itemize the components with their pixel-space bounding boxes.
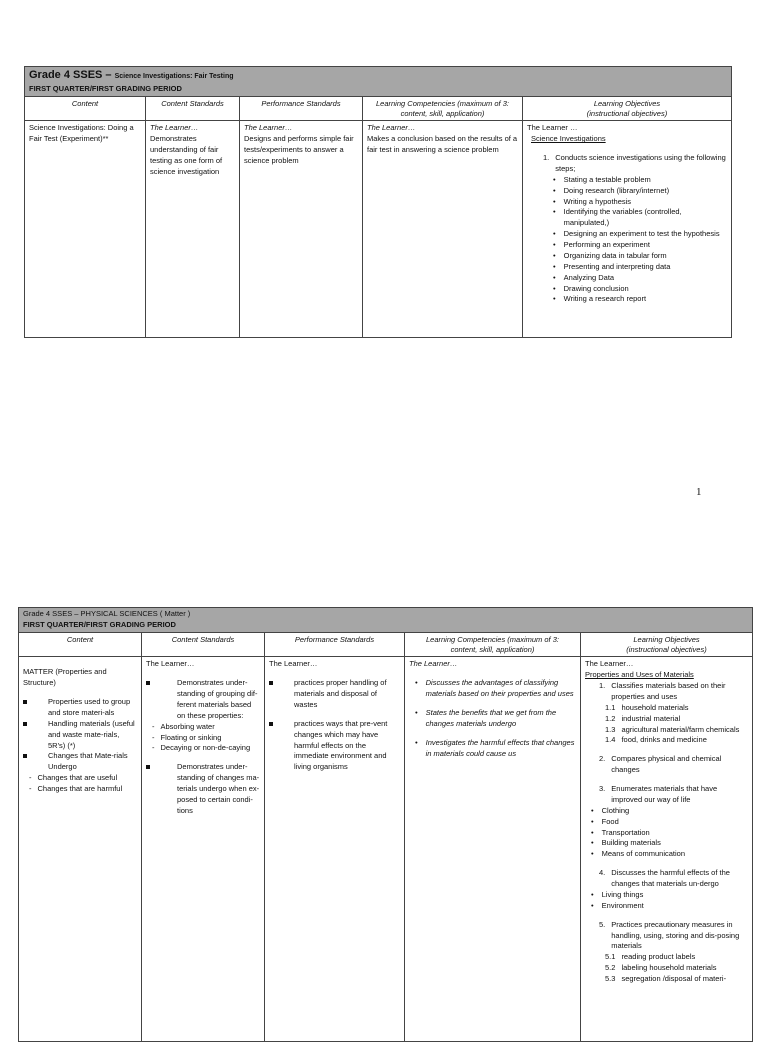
objective-item: 4. Discusses the harmful effects of the changes that materials un-dergo — [599, 868, 730, 888]
list-item: • Organizing data in tabular form — [553, 250, 667, 260]
list-item: 1.4 food, drinks and medicine — [605, 735, 707, 745]
list-item: Demonstrates under-standing of grouping dif-ferent materials based on these properties: — [146, 678, 260, 722]
header-performance-standards: Performance Standards — [240, 96, 363, 121]
content-heading: MATTER (Properties and Structure) — [23, 667, 107, 688]
list-item: • Designing an experiment to test the hypothesis — [553, 229, 720, 239]
table-title-bar — [19, 608, 753, 633]
list-item: • Environment — [591, 900, 644, 910]
header-content: Content — [25, 96, 146, 121]
list-item: Demonstrates under-standing of changes ma-terials undergo when ex-posed to certain condi-tions — [146, 762, 260, 816]
header-content-standards: Content Standards — [142, 632, 265, 657]
list-item: 1.3 agricultural material/farm chemicals — [605, 724, 740, 734]
list-item: • States the benefits that we get from the changes materials undergo — [415, 707, 557, 728]
list-item: Properties used to group and store materi-als — [23, 697, 137, 719]
header-learning-objectives: Learning Objectives (instructional objectives) — [581, 632, 753, 657]
list-item: • Writing a hypothesis — [553, 196, 632, 206]
steps-list — [527, 175, 727, 306]
objective-sublist — [585, 703, 748, 747]
physical-sciences-table — [18, 607, 753, 1042]
list-item: practices ways that pre-vent changes which may have harmful effects on the immediate environment and living organisms — [269, 719, 400, 773]
column-header-row — [19, 632, 753, 657]
list-item: • Presenting and interpreting data — [553, 261, 671, 271]
list-item: • Stating a testable problem — [553, 174, 651, 184]
objective-item: 2. Compares physical and chemical changes — [599, 754, 722, 775]
list-item: • Writing a research report — [553, 294, 647, 304]
list-item: • Discusses the advantages of classifying materials based on their properties and uses — [415, 678, 574, 698]
list-item: • Analyzing Data — [553, 272, 615, 282]
table-title-bar: Grade 4 SSES – Science Investigations: Fair Testing FIRST QUARTER/FIRST GRADING PERIOD — [25, 67, 732, 97]
objectives-cell: The Learner … Science Investigations 1. Conducts science investigations using the following steps; • Stating a testable problem • Doing research (library/internet) • Writing a hypothesis • Identifying the variables (controlled, manipulated,) • Designing an experiment to test the hypothesis • Performing an experiment • Organizing data in tabular form • Presenting and interpreting data • Analyzing Data • Drawing conclusion • Writing a research report — [523, 121, 732, 338]
list-subitem: - Decaying or non-de-caying — [152, 743, 251, 753]
objective-item: 3. Enumerates materials that have improved our way of life — [599, 784, 718, 804]
list-item: 1.1 household materials — [605, 702, 689, 712]
content-cell — [19, 657, 142, 1042]
objective-sublist — [585, 890, 748, 912]
objectives-heading: Properties and Uses of Materials — [585, 670, 694, 680]
list-item: practices proper handling of materials and disposal of wastes — [269, 678, 400, 711]
list-subitem: - Floating or sinking — [152, 732, 222, 742]
list-item: • Food — [591, 816, 619, 826]
header-performance-standards: Performance Standards — [265, 632, 405, 657]
list-item: Changes that Mate-rials Undergo — [23, 751, 137, 773]
list-subitem: - Changes that are useful — [29, 773, 118, 783]
objective-item: 1. Conducts science investigations using the following steps; — [543, 153, 726, 173]
table-row — [19, 657, 753, 1042]
list-item: • Identifying the variables (controlled, manipulated,) — [553, 207, 682, 228]
list-subitem: - Changes that are harmful — [29, 784, 123, 793]
list-item: • Clothing — [591, 805, 630, 815]
list-item: • Drawing conclusion — [553, 283, 629, 293]
list-item: 1.2 industrial material — [605, 713, 681, 723]
table-title: Grade 4 SSES – PHYSICAL SCIENCES ( Matter ) — [23, 609, 191, 618]
list-item: • Performing an experiment — [553, 240, 650, 250]
header-learning-competencies: Learning Competencies (maximum of 3: content, skill, application) — [405, 632, 581, 657]
competency-cell: The Learner… • Discusses the advantages of classifying materials based on their properties and uses • States the benefits that we get from the changes materials undergo • Investigates the harmful effects that changes in materials could cause us — [405, 657, 581, 1042]
objective-sublist — [585, 952, 748, 985]
competency-cell: The Learner… Makes a conclusion based on the results of a fair test in answering a science problem — [363, 121, 523, 338]
table-row — [25, 121, 732, 338]
header-content: Content — [19, 632, 142, 657]
list-subitem: - Absorbing water — [152, 721, 215, 731]
table-title-topic: Science Investigations: Fair Testing — [114, 73, 234, 80]
list-item: • Living things — [591, 889, 644, 899]
list-item: • Means of communication — [591, 849, 686, 859]
header-content-standards: Content Standards — [146, 96, 240, 121]
fair-testing-table — [24, 66, 732, 338]
performance-cell: The Learner… practices proper handling of materials and disposal of wastes practices ways that pre-vent changes which may have harmful effects on the immediate environment and living organisms — [265, 657, 405, 1042]
page-number: 1 — [696, 486, 702, 498]
list-item: 5.1 reading product labels — [605, 952, 696, 962]
list-item: 5.2 labeling household materials — [605, 963, 717, 973]
header-learning-competencies: Learning Competencies (maximum of 3: content, skill, application) — [363, 96, 523, 121]
list-item: • Investigates the harmful effects that changes in materials could cause us — [415, 737, 575, 758]
objectives-cell: The Learner… Properties and Uses of Materials 1. Classifies materials based on their properties and uses 1.1 household materials 1.2 industrial material 1.3 agricultural material/farm chemicals 1.4 food, drinks and medicine 2. Compares physical and chemical changes 3. Enumerates materials that have improved our way of life • Clothing • Food • Transportation • Building materials • Means of communication 4. Discusses the harmful effects of the changes that materials un-dergo • Living things • Environment 5. Practices precautionary measures in handling, using, storing and dis-posing materials 5.1 reading product labels 5.2 labeling household materials 5.3 segregation /disposal of materi- — [581, 657, 753, 1042]
list-item: Handling materials (useful and waste mate-rials, 5R's) (*) — [23, 719, 137, 752]
objectives-heading: Science Investigations — [531, 134, 606, 144]
standards-cell: The Learner… Demonstrates understanding of fair testing as one form of science investigation — [146, 121, 240, 338]
header-learning-objectives: Learning Objectives (instructional objectives) — [523, 96, 732, 121]
list-item: 5.3 segregation /disposal of materi- — [605, 974, 727, 983]
standards-cell: The Learner… Demonstrates under-standing of grouping dif-ferent materials based on these properties: - Absorbing water - Floating or sinking - Decaying or non-de-caying Demonstrates under-standing of changes ma-terials undergo when ex-posed to certain condi-tions — [142, 657, 265, 1042]
table-title-grade: Grade 4 SSES — [29, 69, 103, 81]
grading-period: FIRST QUARTER/FIRST GRADING PERIOD — [29, 83, 182, 93]
objective-item: 1. Classifies materials based on their properties and uses — [599, 681, 726, 701]
performance-cell: The Learner… Designs and performs simple fair tests/experiments to answer a science problem — [240, 121, 363, 338]
objective-item: 5. Practices precautionary measures in handling, using, storing and dis-posing materials — [599, 919, 740, 951]
content-cell: Science Investigations: Doing a Fair Test (Experiment)** — [25, 121, 146, 338]
grading-period: FIRST QUARTER/FIRST GRADING PERIOD — [23, 619, 176, 629]
column-header-row — [25, 96, 732, 121]
list-item: • Doing research (library/internet) — [553, 185, 670, 195]
objective-sublist — [585, 806, 748, 860]
list-item: • Transportation — [591, 827, 650, 837]
list-item: • Building materials — [591, 838, 661, 848]
